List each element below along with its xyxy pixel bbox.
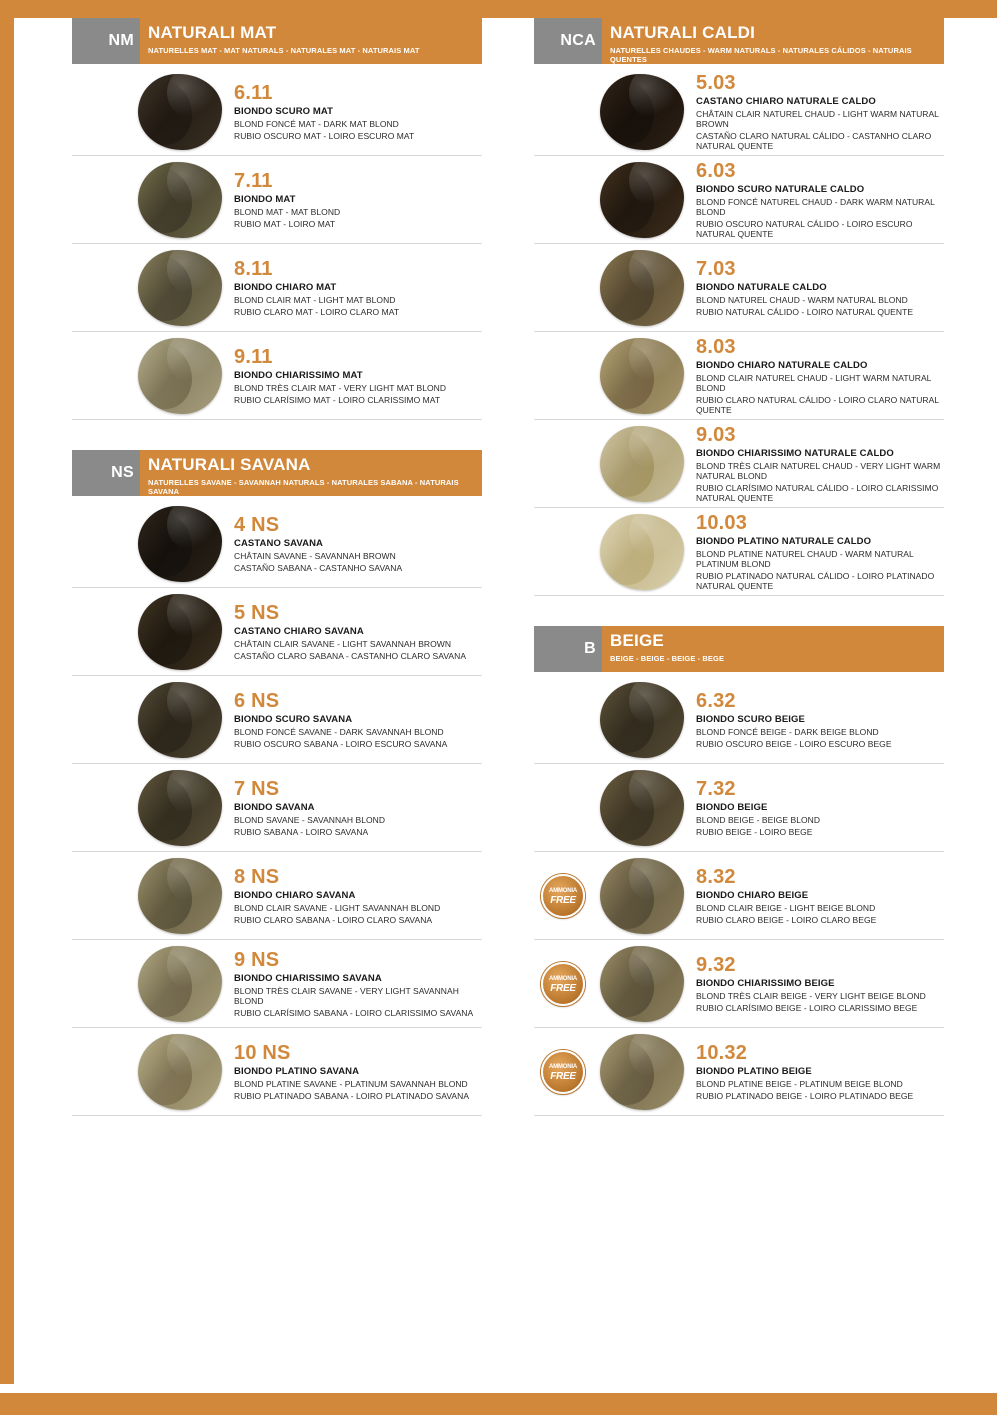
- shade-info: [692, 954, 944, 1013]
- color-chart-page: [14, 18, 997, 1393]
- shade-info: [230, 170, 482, 229]
- hair-swatch: [600, 1034, 684, 1110]
- shade-info: [692, 72, 944, 151]
- shade-info: [230, 949, 482, 1018]
- shade-info: [692, 258, 944, 317]
- shade-translation-2: RUBIO PLATINADO NATURAL CÁLIDO - LOIRO PLATINADO NATURAL QUENTE: [696, 571, 935, 591]
- shade-row[interactable]: [534, 68, 944, 156]
- shade-info: [692, 160, 944, 239]
- shade-translation-1: BLOND FONCÉ BEIGE - DARK BEIGE BLOND: [696, 727, 879, 737]
- shade-translation-1: BLOND TRÈS CLAIR NATUREL CHAUD - VERY LIGHT WARM NATURAL BLOND: [696, 461, 941, 481]
- shade-row[interactable]: [534, 156, 944, 244]
- hair-swatch: [600, 74, 684, 150]
- shade-translation-1: BLOND NATUREL CHAUD - WARM NATURAL BLOND: [696, 295, 908, 305]
- shade-row[interactable]: [72, 500, 482, 588]
- ammonia-free-slot: [534, 962, 592, 1006]
- shade-info: [692, 336, 944, 415]
- shade-name: BIONDO CHIARO NATURALE CALDO: [696, 360, 868, 371]
- shade-translation-2: RUBIO CLARO NATURAL CÁLIDO - LOIRO CLARO NATURAL QUENTE: [696, 395, 939, 415]
- hair-swatch-slot: [592, 946, 692, 1022]
- hair-swatch-slot: [592, 162, 692, 238]
- shade-info: [230, 778, 482, 837]
- shade-translation-1: BLOND FONCÉ NATUREL CHAUD - DARK WARM NATURAL BLOND: [696, 197, 935, 217]
- shade-code: 10 NS: [234, 1042, 291, 1064]
- shade-name: BIONDO CHIARO MAT: [234, 282, 337, 293]
- hair-swatch: [600, 770, 684, 846]
- shade-name: BIONDO SCURO NATURALE CALDO: [696, 184, 865, 195]
- hair-swatch: [600, 162, 684, 238]
- section-spacer: [72, 420, 482, 450]
- shade-list: [72, 500, 482, 1116]
- shade-info: [692, 1042, 944, 1101]
- hair-swatch-slot: [592, 1034, 692, 1110]
- hair-swatch: [600, 338, 684, 414]
- shade-code: 9.32: [696, 954, 736, 976]
- shade-translation-1: BLOND CLAIR SAVANE - LIGHT SAVANNAH BLOND: [234, 903, 441, 913]
- section-subtitle: NATURELLES SAVANE - SAVANNAH NATURALS - NATURALES SABANA - NATURAIS SAVANA: [148, 478, 459, 496]
- shade-code: 5 NS: [234, 602, 280, 624]
- shade-name: BIONDO SCURO SAVANA: [234, 714, 353, 725]
- shade-row[interactable]: [72, 156, 482, 244]
- shade-translation-2: RUBIO OSCURO MAT - LOIRO ESCURO MAT: [234, 131, 415, 141]
- shade-translation-1: BLOND CLAIR NATUREL CHAUD - LIGHT WARM NATURAL BLOND: [696, 373, 932, 393]
- shade-translation-1: BLOND PLATINE NATUREL CHAUD - WARM NATURAL PLATINUM BLOND: [696, 549, 914, 569]
- shade-code: 7 NS: [234, 778, 280, 800]
- hair-swatch-slot: [592, 74, 692, 150]
- shade-translation-2: RUBIO PLATINADO BEIGE - LOIRO PLATINADO BEGE: [696, 1091, 914, 1101]
- shade-code: 7.03: [696, 258, 736, 280]
- shade-translation-2: RUBIO CLARO BEIGE - LOIRO CLARO BEGE: [696, 915, 877, 925]
- shade-name: BIONDO CHIARO SAVANA: [234, 890, 356, 901]
- shade-row[interactable]: [534, 420, 944, 508]
- section-header: [72, 18, 482, 64]
- ammonia-free-icon: [541, 874, 585, 918]
- section-code: NM: [72, 18, 140, 64]
- ammonia-free-slot: [534, 1050, 592, 1094]
- section-code: NS: [72, 450, 140, 496]
- shade-row[interactable]: [534, 244, 944, 332]
- hair-swatch-slot: [130, 1034, 230, 1110]
- hair-swatch: [600, 250, 684, 326]
- hair-swatch: [600, 946, 684, 1022]
- shade-name: CASTANO CHIARO NATURALE CALDO: [696, 96, 876, 107]
- hair-swatch: [138, 946, 222, 1022]
- shade-info: [230, 346, 482, 405]
- shade-list: [534, 68, 944, 596]
- hair-swatch: [138, 162, 222, 238]
- shade-code: 7.32: [696, 778, 736, 800]
- shade-translation-1: CHÂTAIN CLAIR NATUREL CHAUD - LIGHT WARM NATURAL BROWN: [696, 109, 939, 129]
- shade-row[interactable]: [72, 764, 482, 852]
- shade-info: [230, 690, 482, 749]
- shade-info: [230, 602, 482, 661]
- shade-translation-2: RUBIO CLARÍSIMO SABANA - LOIRO CLARISSIMO SAVANA: [234, 1008, 474, 1018]
- shade-code: 5.03: [696, 72, 736, 94]
- section-header: [534, 626, 944, 672]
- hair-swatch-slot: [592, 250, 692, 326]
- shade-name: CASTANO SAVANA: [234, 538, 324, 549]
- ammonia-free-icon: [541, 962, 585, 1006]
- shade-name: CASTANO CHIARO SAVANA: [234, 626, 364, 637]
- hair-swatch-slot: [592, 338, 692, 414]
- shade-translation-1: BLOND TRÈS CLAIR BEIGE - VERY LIGHT BEIGE BLOND: [696, 991, 926, 1001]
- left-accent-bar: [0, 0, 14, 1415]
- shade-row[interactable]: [534, 332, 944, 420]
- top-accent-bar: [0, 0, 1000, 18]
- shade-translation-1: BLOND FONCÉ SAVANE - DARK SAVANNAH BLOND: [234, 727, 444, 737]
- shade-translation-2: RUBIO OSCURO BEIGE - LOIRO ESCURO BEGE: [696, 739, 892, 749]
- shade-name: BIONDO PLATINO SAVANA: [234, 1066, 360, 1077]
- shade-code: 6.11: [234, 82, 273, 104]
- shade-translation-2: RUBIO SABANA - LOIRO SAVANA: [234, 827, 369, 837]
- section-code: NCA: [534, 18, 602, 64]
- section-title: NATURALI MAT: [148, 23, 277, 42]
- hair-swatch-slot: [130, 74, 230, 150]
- section-naturali-caldi: [534, 18, 944, 626]
- shade-code: 6.32: [696, 690, 736, 712]
- section-spacer: [534, 596, 944, 626]
- shade-row[interactable]: [72, 1028, 482, 1116]
- shade-translation-2: RUBIO OSCURO NATURAL CÁLIDO - LOIRO ESCURO NATURAL QUENTE: [696, 219, 913, 239]
- shade-list: [72, 68, 482, 420]
- hair-swatch-slot: [592, 770, 692, 846]
- shade-translation-1: BLOND CLAIR MAT - LIGHT MAT BLOND: [234, 295, 396, 305]
- shade-code: 9.03: [696, 424, 736, 446]
- shade-code: 7.11: [234, 170, 273, 192]
- section-subtitle: BEIGE - BEIGE - BEIGE - BEGE: [610, 654, 725, 663]
- ammonia-free-icon: [541, 1050, 585, 1094]
- section-header-body: [140, 18, 482, 64]
- shade-translation-2: CASTAÑO CLARO SABANA - CASTANHO CLARO SAVANA: [234, 651, 467, 661]
- shade-translation-2: CASTAÑO CLARO NATURAL CÁLIDO - CASTANHO CLARO NATURAL QUENTE: [696, 131, 932, 151]
- section-header-body: [602, 626, 944, 672]
- hair-swatch-slot: [592, 858, 692, 934]
- shade-translation-1: CHÂTAIN SAVANE - SAVANNAH BROWN: [234, 551, 396, 561]
- shade-translation-2: RUBIO CLARO SABANA - LOIRO CLARO SAVANA: [234, 915, 433, 925]
- shade-info: [230, 866, 482, 925]
- section-header-body: [602, 18, 944, 64]
- shade-name: BIONDO CHIARISSIMO SAVANA: [234, 973, 382, 984]
- shade-name: BIONDO PLATINO NATURALE CALDO: [696, 536, 872, 547]
- shade-translation-1: BLOND MAT - MAT BLOND: [234, 207, 341, 217]
- hair-swatch: [600, 682, 684, 758]
- shade-name: BIONDO SCURO BEIGE: [696, 714, 805, 725]
- hair-swatch-slot: [130, 770, 230, 846]
- hair-swatch: [138, 1034, 222, 1110]
- shade-translation-2: RUBIO CLARO MAT - LOIRO CLARO MAT: [234, 307, 400, 317]
- ammonia-free-line1: AMMONIA: [549, 975, 577, 982]
- shade-translation-1: BLOND PLATINE BEIGE - PLATINUM BEIGE BLOND: [696, 1079, 903, 1089]
- hair-swatch: [600, 858, 684, 934]
- shade-row[interactable]: [72, 68, 482, 156]
- hair-swatch: [138, 506, 222, 582]
- shade-translation-2: RUBIO PLATINADO SABANA - LOIRO PLATINADO SAVANA: [234, 1091, 470, 1101]
- shade-row[interactable]: [534, 852, 944, 940]
- shade-translation-2: RUBIO CLARÍSIMO NATURAL CÁLIDO - LOIRO CLARISSIMO NATURAL QUENTE: [696, 483, 939, 503]
- hair-swatch-slot: [130, 682, 230, 758]
- shade-info: [692, 778, 944, 837]
- shade-row[interactable]: [534, 508, 944, 596]
- hair-swatch-slot: [130, 338, 230, 414]
- shade-row[interactable]: [72, 244, 482, 332]
- hair-swatch-slot: [130, 858, 230, 934]
- shade-row[interactable]: [534, 940, 944, 1028]
- section-code: B: [534, 626, 602, 672]
- shade-info: [230, 258, 482, 317]
- shade-name: BIONDO CHIARISSIMO BEIGE: [696, 978, 835, 989]
- shade-code: 8 NS: [234, 866, 280, 888]
- ammonia-free-line2: FREE: [550, 982, 576, 994]
- shade-translation-2: RUBIO NATURAL CÁLIDO - LOIRO NATURAL QUENTE: [696, 307, 914, 317]
- shade-code: 4 NS: [234, 514, 280, 536]
- shade-info: [692, 866, 944, 925]
- shade-info: [230, 82, 482, 141]
- shade-info: [692, 424, 944, 503]
- shade-name: BIONDO NATURALE CALDO: [696, 282, 827, 293]
- shade-translation-1: BLOND PLATINE SAVANE - PLATINUM SAVANNAH BLOND: [234, 1079, 468, 1089]
- section-naturali-mat: [72, 18, 482, 450]
- section-spacer: [72, 1116, 482, 1146]
- section-header: [534, 18, 944, 64]
- shade-info: [230, 1042, 482, 1101]
- shade-list: [534, 676, 944, 1116]
- section-header-body: [140, 450, 482, 496]
- bottom-accent-bar: [0, 1393, 1000, 1415]
- shade-code: 6 NS: [234, 690, 280, 712]
- shade-code: 6.03: [696, 160, 736, 182]
- shade-translation-1: BLOND SAVANE - SAVANNAH BLOND: [234, 815, 386, 825]
- section-title: BEIGE: [610, 631, 664, 650]
- section-subtitle: NATURELLES MAT - MAT NATURALS - NATURALES MAT - NATURAIS MAT: [148, 46, 420, 55]
- hair-swatch: [138, 338, 222, 414]
- shade-translation-1: BLOND TRÈS CLAIR MAT - VERY LIGHT MAT BLOND: [234, 383, 447, 393]
- shade-info: [692, 512, 944, 591]
- hair-swatch: [138, 858, 222, 934]
- ammonia-free-slot: [534, 874, 592, 918]
- hair-swatch-slot: [130, 506, 230, 582]
- ammonia-free-line2: FREE: [550, 894, 576, 906]
- section-subtitle: NATURELLES CHAUDES - WARM NATURALS - NATURALES CÁLIDOS - NATURAIS QUENTES: [610, 46, 912, 64]
- shade-row[interactable]: [72, 588, 482, 676]
- shade-translation-1: CHÂTAIN CLAIR SAVANE - LIGHT SAVANNAH BROWN: [234, 639, 452, 649]
- shade-code: 8.32: [696, 866, 736, 888]
- shade-row[interactable]: [72, 332, 482, 420]
- ammonia-free-line2: FREE: [550, 1070, 576, 1082]
- shade-row[interactable]: [534, 1028, 944, 1116]
- shade-translation-2: CASTAÑO SABANA - CASTANHO SAVANA: [234, 563, 403, 573]
- section-title: NATURALI CALDI: [610, 23, 756, 42]
- shade-code: 10.32: [696, 1042, 748, 1064]
- shade-name: BIONDO CHIARO BEIGE: [696, 890, 809, 901]
- hair-swatch-slot: [592, 682, 692, 758]
- hair-swatch-slot: [592, 426, 692, 502]
- shade-row[interactable]: [534, 676, 944, 764]
- shade-row[interactable]: [72, 676, 482, 764]
- shade-row[interactable]: [72, 852, 482, 940]
- shade-translation-2: RUBIO MAT - LOIRO MAT: [234, 219, 336, 229]
- ammonia-free-line1: AMMONIA: [549, 887, 577, 894]
- shade-info: [692, 690, 944, 749]
- hair-swatch: [600, 426, 684, 502]
- shade-code: 8.03: [696, 336, 736, 358]
- shade-translation-2: RUBIO CLARÍSIMO MAT - LOIRO CLARISSIMO MAT: [234, 395, 441, 405]
- hair-swatch-slot: [130, 946, 230, 1022]
- shade-name: BIONDO CHIARISSIMO MAT: [234, 370, 363, 381]
- hair-swatch: [600, 514, 684, 590]
- shade-name: BIONDO CHIARISSIMO NATURALE CALDO: [696, 448, 894, 459]
- ammonia-free-line1: AMMONIA: [549, 1063, 577, 1070]
- shade-name: BIONDO PLATINO BEIGE: [696, 1066, 812, 1077]
- section-title: NATURALI SAVANA: [148, 455, 311, 474]
- shade-code: 10.03: [696, 512, 748, 534]
- hair-swatch-slot: [130, 250, 230, 326]
- shade-info: [230, 514, 482, 573]
- shade-code: 9.11: [234, 346, 273, 368]
- shade-name: BIONDO BEIGE: [696, 802, 768, 813]
- hair-swatch-slot: [130, 594, 230, 670]
- shade-name: BIONDO SCURO MAT: [234, 106, 334, 117]
- shade-name: BIONDO MAT: [234, 194, 296, 205]
- shade-code: 8.11: [234, 258, 273, 280]
- shade-name: BIONDO SAVANA: [234, 802, 315, 813]
- hair-swatch: [138, 594, 222, 670]
- right-column: [534, 18, 944, 1146]
- section-header: [72, 450, 482, 496]
- hair-swatch-slot: [130, 162, 230, 238]
- hair-swatch: [138, 682, 222, 758]
- shade-translation-1: BLOND FONCÉ MAT - DARK MAT BLOND: [234, 119, 399, 129]
- hair-swatch: [138, 770, 222, 846]
- shade-translation-2: RUBIO BEIGE - LOIRO BEGE: [696, 827, 813, 837]
- shade-translation-2: RUBIO OSCURO SABANA - LOIRO ESCURO SAVANA: [234, 739, 448, 749]
- section-spacer: [534, 1116, 944, 1146]
- shade-code: 9 NS: [234, 949, 280, 971]
- hair-swatch: [138, 74, 222, 150]
- left-column: [72, 18, 482, 1146]
- section-beige: [534, 626, 944, 1146]
- shade-translation-1: BLOND BEIGE - BEIGE BLOND: [696, 815, 821, 825]
- shade-translation-1: BLOND CLAIR BEIGE - LIGHT BEIGE BLOND: [696, 903, 876, 913]
- shade-translation-2: RUBIO CLARÍSIMO BEIGE - LOIRO CLARISSIMO BEGE: [696, 1003, 918, 1013]
- section-naturali-savana: [72, 450, 482, 1146]
- shade-row[interactable]: [534, 764, 944, 852]
- shade-translation-1: BLOND TRÈS CLAIR SAVANE - VERY LIGHT SAVANNAH BLOND: [234, 986, 459, 1006]
- hair-swatch-slot: [592, 514, 692, 590]
- shade-row[interactable]: [72, 940, 482, 1028]
- hair-swatch: [138, 250, 222, 326]
